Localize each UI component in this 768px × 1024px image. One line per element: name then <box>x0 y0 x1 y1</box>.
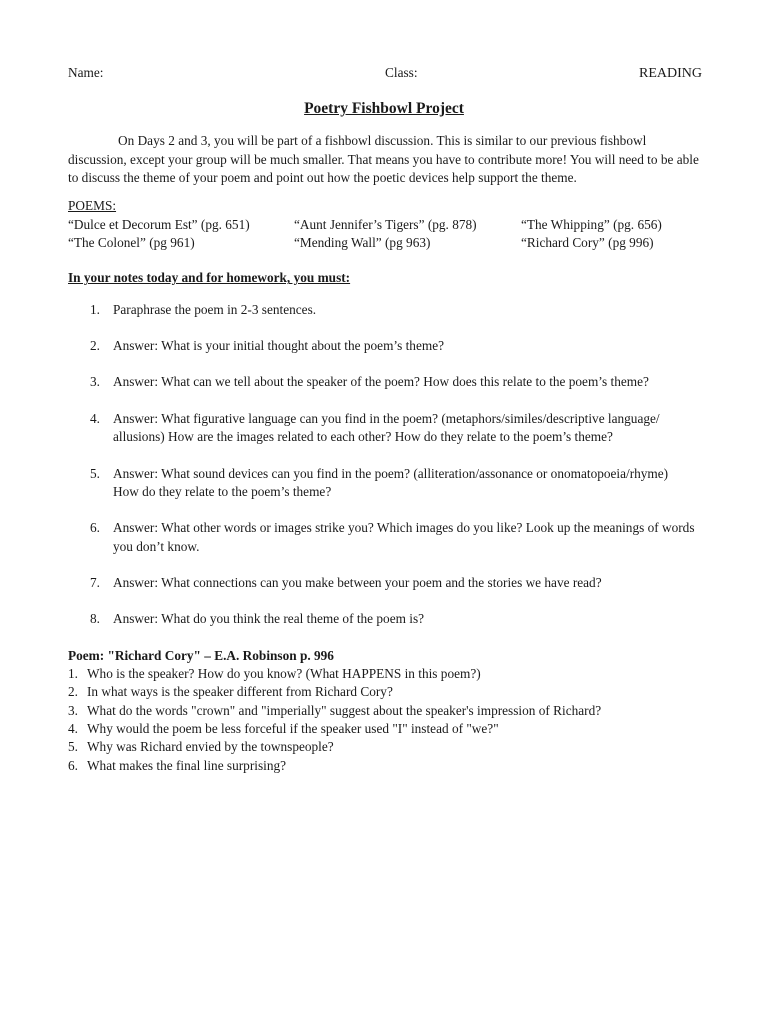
task-number: 4. <box>90 410 100 426</box>
task-number: 7. <box>90 574 100 590</box>
task-number: 1. <box>90 301 100 317</box>
poem-item: “Dulce et Decorum Est” (pg. 651) <box>68 216 250 232</box>
task-list <box>68 301 700 629</box>
task-text: Answer: What is your initial thought about the poem’s theme? <box>113 338 445 354</box>
task-item <box>68 519 700 556</box>
class-label: Class: <box>385 65 418 80</box>
task-number: 8. <box>90 611 100 627</box>
poem-item: “Richard Cory” (pg 996) <box>521 235 654 251</box>
question-number: 5. <box>68 739 78 755</box>
task-text: Answer: What can we tell about the speaker of the poem? How does this relate to the poem’s theme? <box>113 374 649 390</box>
poem-item: “The Colonel” (pg 961) <box>68 235 195 251</box>
task-text: Answer: What connections can you make between your poem and the stories we have read? <box>113 574 602 590</box>
question-item <box>68 702 700 720</box>
document-page <box>68 64 700 775</box>
task-item <box>68 574 700 592</box>
question-item <box>68 720 700 738</box>
question-item <box>68 757 700 775</box>
instructions-heading: In your notes today and for homework, you must: <box>68 270 351 286</box>
question-number: 1. <box>68 665 78 681</box>
task-text: Answer: What other words or images strike you? Which images do you like? Look up the meanings of words you don’t know. <box>113 520 695 554</box>
question-number: 3. <box>68 702 78 718</box>
intro-paragraph: On Days 2 and 3, you will be part of a fishbowl discussion. This is similar to our previous fishbowl discussion, except your group will be much smaller. That means you have to contribute more! You will need to be able to discuss the theme of your poem and point out how the poetic devices help support the theme. <box>68 133 699 186</box>
task-item <box>68 410 700 447</box>
question-text: What makes the final line surprising? <box>87 757 287 773</box>
task-number: 6. <box>90 520 100 536</box>
task-item <box>68 373 700 391</box>
question-number: 2. <box>68 684 78 700</box>
name-label: Name: <box>68 65 104 80</box>
subject-label: READING <box>639 66 702 81</box>
task-text: Answer: What do you think the real theme of the poem is? <box>113 611 425 627</box>
task-number: 2. <box>90 338 100 354</box>
task-text: Answer: What figurative language can you find in the poem? (metaphors/similes/descriptive language/ allusions) How are the images related to each other? How do they relate to the poem’s theme? <box>113 410 660 445</box>
task-number: 3. <box>90 374 100 390</box>
poems-label: POEMS: <box>68 198 117 214</box>
question-number: 6. <box>68 757 78 773</box>
question-text: Who is the speaker? How do you know? (What HAPPENS in this poem?) <box>87 665 481 681</box>
task-item <box>68 337 700 355</box>
poem-item: “Aunt Jennifer’s Tigers” (pg. 878) <box>294 216 477 232</box>
task-number: 5. <box>90 465 100 481</box>
question-text: In what ways is the speaker different from Richard Cory? <box>87 684 393 700</box>
poem-item: “The Whipping” (pg. 656) <box>521 216 662 232</box>
task-text: Paraphrase the poem in 2-3 sentences. <box>113 301 317 317</box>
question-item <box>68 683 700 701</box>
task-item <box>68 610 700 628</box>
task-item <box>68 301 700 319</box>
question-text: What do the words "crown" and "imperially" suggest about the speaker's impression of Richard? <box>87 702 602 718</box>
task-text: Answer: What sound devices can you find in the poem? (alliteration/assonance or onomatopoeia/rhyme) How do they relate to the poem’s theme? <box>113 465 669 499</box>
task-item <box>68 465 700 502</box>
question-list <box>68 665 700 775</box>
poem-item: “Mending Wall” (pg 963) <box>294 235 431 251</box>
question-item <box>68 665 700 683</box>
poem-heading: Poem: "Richard Cory" – E.A. Robinson p. 996 <box>68 647 334 663</box>
question-text: Why was Richard envied by the townspeople? <box>87 739 334 755</box>
question-item <box>68 738 700 756</box>
page-title: Poetry Fishbowl Project <box>304 100 464 117</box>
question-number: 4. <box>68 720 78 736</box>
question-text: Why would the poem be less forceful if the speaker used "I" instead of "we?" <box>87 720 499 736</box>
header-row <box>68 64 700 84</box>
poems-list <box>68 216 700 253</box>
